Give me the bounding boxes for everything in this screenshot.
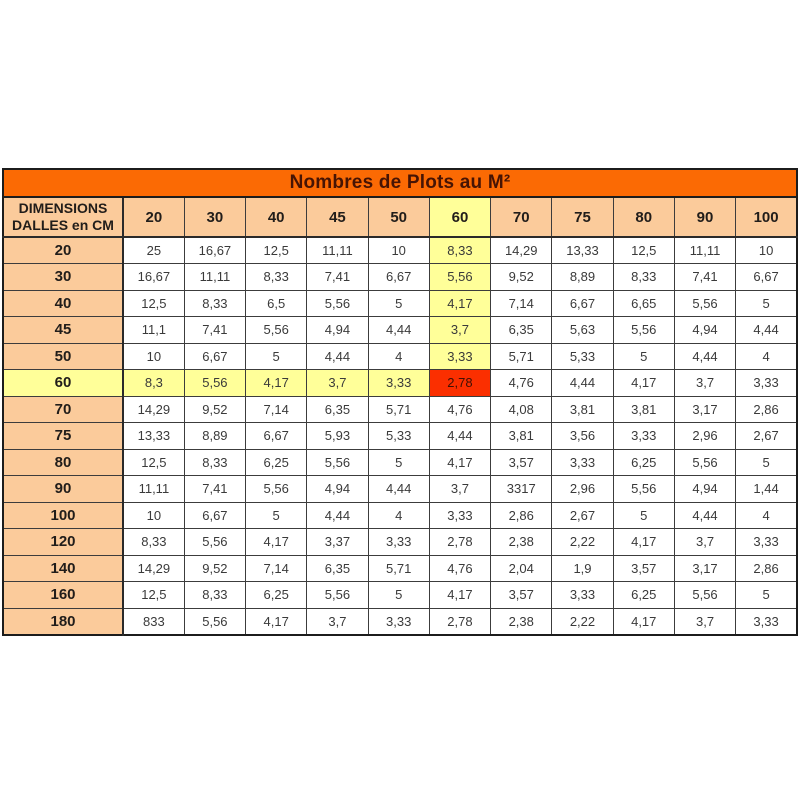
cell-45-20: 11,1 — [123, 317, 184, 344]
cell-160-90: 5,56 — [674, 582, 735, 609]
cell-90-30: 7,41 — [184, 476, 245, 503]
cell-30-80: 8,33 — [613, 264, 674, 291]
cell-45-40: 5,56 — [246, 317, 307, 344]
row-header-45: 45 — [3, 317, 123, 344]
cell-180-70: 2,38 — [491, 608, 552, 635]
cell-30-60: 5,56 — [429, 264, 490, 291]
cell-20-90: 11,11 — [674, 237, 735, 264]
column-header-60: 60 — [429, 197, 490, 237]
cell-70-40: 7,14 — [246, 396, 307, 423]
column-header-50: 50 — [368, 197, 429, 237]
row-header-30: 30 — [3, 264, 123, 291]
cell-90-70: 3317 — [491, 476, 552, 503]
cell-50-90: 4,44 — [674, 343, 735, 370]
cell-160-50: 5 — [368, 582, 429, 609]
column-header-80: 80 — [613, 197, 674, 237]
cell-100-50: 4 — [368, 502, 429, 529]
cell-40-30: 8,33 — [184, 290, 245, 317]
cell-80-90: 5,56 — [674, 449, 735, 476]
cell-45-60: 3,7 — [429, 317, 490, 344]
cell-90-50: 4,44 — [368, 476, 429, 503]
row-header-90: 90 — [3, 476, 123, 503]
cell-40-40: 6,5 — [246, 290, 307, 317]
cell-75-80: 3,33 — [613, 423, 674, 450]
table-row-20 — [3, 237, 797, 264]
cell-90-90: 4,94 — [674, 476, 735, 503]
cell-70-70: 4,08 — [491, 396, 552, 423]
cell-90-60: 3,7 — [429, 476, 490, 503]
table-row-30 — [3, 264, 797, 291]
cell-120-60: 2,78 — [429, 529, 490, 556]
column-header-40: 40 — [246, 197, 307, 237]
table-row-75 — [3, 423, 797, 450]
cell-90-75: 2,96 — [552, 476, 613, 503]
cell-80-45: 5,56 — [307, 449, 368, 476]
cell-40-80: 6,65 — [613, 290, 674, 317]
cell-100-40: 5 — [246, 502, 307, 529]
column-header-row — [3, 197, 797, 237]
cell-140-45: 6,35 — [307, 555, 368, 582]
cell-70-80: 3,81 — [613, 396, 674, 423]
column-header-75: 75 — [552, 197, 613, 237]
cell-60-30: 5,56 — [184, 370, 245, 397]
cell-180-45: 3,7 — [307, 608, 368, 635]
cell-100-45: 4,44 — [307, 502, 368, 529]
cell-50-80: 5 — [613, 343, 674, 370]
table-row-45 — [3, 317, 797, 344]
table-row-160 — [3, 582, 797, 609]
row-header-50: 50 — [3, 343, 123, 370]
cell-30-20: 16,67 — [123, 264, 184, 291]
table-title: Nombres de Plots au M² — [3, 169, 797, 197]
cell-80-100: 5 — [736, 449, 797, 476]
cell-50-40: 5 — [246, 343, 307, 370]
table-row-40 — [3, 290, 797, 317]
cell-180-80: 4,17 — [613, 608, 674, 635]
cell-140-60: 4,76 — [429, 555, 490, 582]
table-row-100 — [3, 502, 797, 529]
table-row-50 — [3, 343, 797, 370]
column-header-45: 45 — [307, 197, 368, 237]
cell-70-45: 6,35 — [307, 396, 368, 423]
table-row-120 — [3, 529, 797, 556]
cell-40-45: 5,56 — [307, 290, 368, 317]
cell-30-50: 6,67 — [368, 264, 429, 291]
cell-120-80: 4,17 — [613, 529, 674, 556]
cell-70-20: 14,29 — [123, 396, 184, 423]
cell-40-50: 5 — [368, 290, 429, 317]
table-row-80 — [3, 449, 797, 476]
cell-60-70: 4,76 — [491, 370, 552, 397]
cell-140-100: 2,86 — [736, 555, 797, 582]
cell-120-90: 3,7 — [674, 529, 735, 556]
cell-80-20: 12,5 — [123, 449, 184, 476]
cell-75-20: 13,33 — [123, 423, 184, 450]
cell-75-100: 2,67 — [736, 423, 797, 450]
cell-100-100: 4 — [736, 502, 797, 529]
cell-80-75: 3,33 — [552, 449, 613, 476]
cell-180-60: 2,78 — [429, 608, 490, 635]
cell-60-75: 4,44 — [552, 370, 613, 397]
table-row-60 — [3, 370, 797, 397]
column-header-70: 70 — [491, 197, 552, 237]
cell-40-20: 12,5 — [123, 290, 184, 317]
cell-90-100: 1,44 — [736, 476, 797, 503]
cell-140-80: 3,57 — [613, 555, 674, 582]
cell-100-70: 2,86 — [491, 502, 552, 529]
cell-60-50: 3,33 — [368, 370, 429, 397]
cell-60-40: 4,17 — [246, 370, 307, 397]
cell-160-40: 6,25 — [246, 582, 307, 609]
cell-160-60: 4,17 — [429, 582, 490, 609]
cell-80-60: 4,17 — [429, 449, 490, 476]
cell-140-20: 14,29 — [123, 555, 184, 582]
cell-70-50: 5,71 — [368, 396, 429, 423]
cell-40-60: 4,17 — [429, 290, 490, 317]
cell-180-50: 3,33 — [368, 608, 429, 635]
cell-120-50: 3,33 — [368, 529, 429, 556]
cell-20-100: 10 — [736, 237, 797, 264]
cell-50-45: 4,44 — [307, 343, 368, 370]
cell-70-75: 3,81 — [552, 396, 613, 423]
cell-75-45: 5,93 — [307, 423, 368, 450]
cell-30-40: 8,33 — [246, 264, 307, 291]
column-header-90: 90 — [674, 197, 735, 237]
cell-140-40: 7,14 — [246, 555, 307, 582]
cell-160-45: 5,56 — [307, 582, 368, 609]
cell-140-90: 3,17 — [674, 555, 735, 582]
row-header-60: 60 — [3, 370, 123, 397]
cell-50-50: 4 — [368, 343, 429, 370]
cell-20-70: 14,29 — [491, 237, 552, 264]
table-row-180 — [3, 608, 797, 635]
cell-140-30: 9,52 — [184, 555, 245, 582]
title-row — [3, 169, 797, 197]
cell-20-20: 25 — [123, 237, 184, 264]
cell-45-30: 7,41 — [184, 317, 245, 344]
row-header-40: 40 — [3, 290, 123, 317]
cell-120-20: 8,33 — [123, 529, 184, 556]
cell-100-60: 3,33 — [429, 502, 490, 529]
cell-140-70: 2,04 — [491, 555, 552, 582]
cell-50-75: 5,33 — [552, 343, 613, 370]
cell-30-100: 6,67 — [736, 264, 797, 291]
cell-100-30: 6,67 — [184, 502, 245, 529]
cell-160-70: 3,57 — [491, 582, 552, 609]
cell-160-30: 8,33 — [184, 582, 245, 609]
cell-140-75: 1,9 — [552, 555, 613, 582]
cell-20-75: 13,33 — [552, 237, 613, 264]
column-header-100: 100 — [736, 197, 797, 237]
cell-60-60: 2,78 — [429, 370, 490, 397]
cell-75-40: 6,67 — [246, 423, 307, 450]
cell-75-50: 5,33 — [368, 423, 429, 450]
cell-80-70: 3,57 — [491, 449, 552, 476]
cell-100-80: 5 — [613, 502, 674, 529]
cell-20-30: 16,67 — [184, 237, 245, 264]
column-header-20: 20 — [123, 197, 184, 237]
row-header-160: 160 — [3, 582, 123, 609]
cell-45-45: 4,94 — [307, 317, 368, 344]
row-header-75: 75 — [3, 423, 123, 450]
cell-60-100: 3,33 — [736, 370, 797, 397]
cell-70-30: 9,52 — [184, 396, 245, 423]
cell-160-75: 3,33 — [552, 582, 613, 609]
cell-45-90: 4,94 — [674, 317, 735, 344]
cell-120-30: 5,56 — [184, 529, 245, 556]
cell-75-70: 3,81 — [491, 423, 552, 450]
row-header-70: 70 — [3, 396, 123, 423]
cell-50-60: 3,33 — [429, 343, 490, 370]
cell-40-70: 7,14 — [491, 290, 552, 317]
cell-20-40: 12,5 — [246, 237, 307, 264]
cell-60-80: 4,17 — [613, 370, 674, 397]
cell-40-75: 6,67 — [552, 290, 613, 317]
cell-120-40: 4,17 — [246, 529, 307, 556]
cell-20-60: 8,33 — [429, 237, 490, 264]
table-row-140 — [3, 555, 797, 582]
cell-75-75: 3,56 — [552, 423, 613, 450]
cell-50-20: 10 — [123, 343, 184, 370]
table-row-90 — [3, 476, 797, 503]
cell-20-45: 11,11 — [307, 237, 368, 264]
column-header-30: 30 — [184, 197, 245, 237]
cell-60-45: 3,7 — [307, 370, 368, 397]
cell-45-100: 4,44 — [736, 317, 797, 344]
cell-140-50: 5,71 — [368, 555, 429, 582]
cell-30-70: 9,52 — [491, 264, 552, 291]
cell-120-70: 2,38 — [491, 529, 552, 556]
cell-75-60: 4,44 — [429, 423, 490, 450]
cell-90-80: 5,56 — [613, 476, 674, 503]
cell-45-50: 4,44 — [368, 317, 429, 344]
cell-100-20: 10 — [123, 502, 184, 529]
cell-60-90: 3,7 — [674, 370, 735, 397]
cell-30-30: 11,11 — [184, 264, 245, 291]
cell-180-90: 3,7 — [674, 608, 735, 635]
corner-header-line1: DIMENSIONS — [18, 200, 108, 216]
plots-per-m2-table — [2, 168, 798, 636]
row-header-180: 180 — [3, 608, 123, 635]
row-header-140: 140 — [3, 555, 123, 582]
cell-40-100: 5 — [736, 290, 797, 317]
cell-40-90: 5,56 — [674, 290, 735, 317]
row-header-20: 20 — [3, 237, 123, 264]
cell-45-80: 5,56 — [613, 317, 674, 344]
cell-50-70: 5,71 — [491, 343, 552, 370]
cell-180-40: 4,17 — [246, 608, 307, 635]
cell-75-90: 2,96 — [674, 423, 735, 450]
cell-80-50: 5 — [368, 449, 429, 476]
cell-30-75: 8,89 — [552, 264, 613, 291]
cell-70-90: 3,17 — [674, 396, 735, 423]
cell-70-100: 2,86 — [736, 396, 797, 423]
cell-180-30: 5,56 — [184, 608, 245, 635]
cell-70-60: 4,76 — [429, 396, 490, 423]
cell-100-90: 4,44 — [674, 502, 735, 529]
cell-180-75: 2,22 — [552, 608, 613, 635]
cell-20-50: 10 — [368, 237, 429, 264]
cell-30-90: 7,41 — [674, 264, 735, 291]
cell-80-80: 6,25 — [613, 449, 674, 476]
cell-120-100: 3,33 — [736, 529, 797, 556]
cell-90-20: 11,11 — [123, 476, 184, 503]
cell-90-40: 5,56 — [246, 476, 307, 503]
cell-80-30: 8,33 — [184, 449, 245, 476]
cell-160-100: 5 — [736, 582, 797, 609]
cell-120-75: 2,22 — [552, 529, 613, 556]
row-header-100: 100 — [3, 502, 123, 529]
cell-160-20: 12,5 — [123, 582, 184, 609]
row-header-80: 80 — [3, 449, 123, 476]
corner-header-line2: DALLES en CM — [12, 217, 114, 233]
cell-80-40: 6,25 — [246, 449, 307, 476]
row-header-120: 120 — [3, 529, 123, 556]
cell-45-70: 6,35 — [491, 317, 552, 344]
cell-120-45: 3,37 — [307, 529, 368, 556]
cell-50-100: 4 — [736, 343, 797, 370]
cell-45-75: 5,63 — [552, 317, 613, 344]
cell-90-45: 4,94 — [307, 476, 368, 503]
corner-header — [3, 197, 123, 237]
table-row-70 — [3, 396, 797, 423]
cell-50-30: 6,67 — [184, 343, 245, 370]
cell-100-75: 2,67 — [552, 502, 613, 529]
cell-20-80: 12,5 — [613, 237, 674, 264]
cell-60-20: 8,3 — [123, 370, 184, 397]
cell-30-45: 7,41 — [307, 264, 368, 291]
cell-180-100: 3,33 — [736, 608, 797, 635]
cell-180-20: 833 — [123, 608, 184, 635]
cell-75-30: 8,89 — [184, 423, 245, 450]
cell-160-80: 6,25 — [613, 582, 674, 609]
